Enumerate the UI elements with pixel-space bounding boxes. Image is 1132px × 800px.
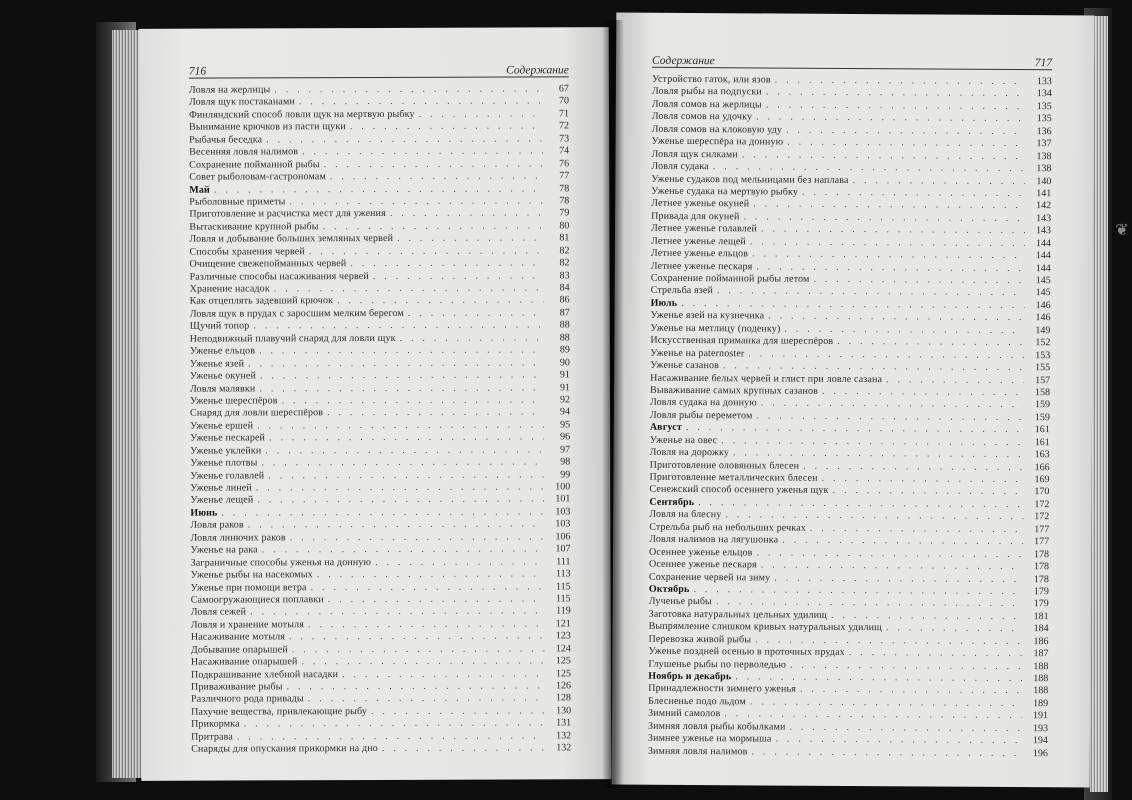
- toc-entry-page: 115: [555, 580, 571, 592]
- toc-entry-title: Уженье лещей: [190, 494, 254, 507]
- toc-entry-title: Ловля сежей: [190, 606, 247, 619]
- toc-entry-page: 82: [559, 257, 570, 269]
- toc-leader-dots: [297, 656, 544, 669]
- toc-entry-title: Насаживание опарышей: [190, 656, 298, 668]
- toc-entry-page: 188: [1033, 660, 1049, 672]
- toc-leader-dots: [253, 419, 544, 432]
- toc-entry-title: Октябрь: [648, 583, 690, 595]
- toc-entry-page: 161: [1034, 424, 1050, 436]
- toc-entry-title: Ловля судака: [651, 160, 709, 173]
- toc-entry-page: 178: [1033, 561, 1050, 573]
- toc-leader-dots: [324, 593, 545, 606]
- toc-entry-page: 126: [555, 680, 572, 692]
- toc-entry-title: Ловля судака на донную: [649, 397, 757, 409]
- toc-leader-dots: [845, 647, 1023, 661]
- toc-entry-page: 67: [558, 83, 569, 95]
- toc-entry-page: 186: [1033, 635, 1049, 647]
- toc-entry-title: Уженье сазанов: [650, 359, 720, 372]
- toc-entry-page: 145: [1035, 287, 1051, 299]
- toc-entry-title: Уженье линей: [190, 482, 252, 494]
- toc-leader-dots: [305, 245, 544, 258]
- toc-leader-dots: [256, 369, 544, 382]
- toc-entry-title: Искусственная приманка для шереспёров: [650, 334, 834, 348]
- toc-leader-dots: [261, 444, 544, 457]
- toc-leader-dots: [304, 693, 545, 706]
- toc-entry-page: 145: [1035, 275, 1051, 287]
- toc-entry-title: Ноябрь и декабрь: [648, 670, 732, 683]
- toc-leader-dots: [255, 382, 544, 395]
- toc-entry-page: 91: [559, 381, 570, 393]
- toc-entry-title: Притрава: [191, 731, 233, 743]
- toc-entry-page: 144: [1035, 237, 1051, 249]
- toc-entry-title: Насаживание белых червей и глист при ловле сазана: [650, 372, 883, 385]
- toc-entry-page: 73: [559, 133, 570, 145]
- left-page-header: [189, 60, 569, 78]
- toc-entry-title: Вытаскивание крупной рыбы: [189, 221, 319, 233]
- toc-entry-page: 159: [1034, 399, 1051, 411]
- toc-entry-title: Прикормка: [191, 718, 240, 730]
- toc-entry-page: 153: [1035, 349, 1051, 361]
- toc-entry-title: Зимняя ловля рыбы кобылками: [647, 720, 786, 733]
- toc-leader-dots: [210, 183, 543, 197]
- toc-leader-dots: [378, 743, 545, 756]
- toc-entry-page: 80: [559, 220, 570, 232]
- toc-leader-dots: [307, 581, 545, 594]
- toc-entry-title: Ловля и хранение мотыля: [190, 619, 305, 631]
- toc-entry-page: 91: [559, 369, 570, 381]
- toc-entry-page: 107: [555, 543, 571, 555]
- toc-entry-page: 144: [1035, 262, 1051, 274]
- toc-entry-title: Ловля щук постаканами: [188, 96, 295, 109]
- toc-entry-page: 161: [1034, 436, 1050, 448]
- toc-entry-page: 194: [1032, 735, 1048, 747]
- toc-entry-page: 124: [555, 643, 571, 655]
- toc-leader-dots: [253, 494, 544, 507]
- toc-entry-page: 89: [559, 344, 570, 356]
- toc-entry-page: 96: [560, 431, 571, 443]
- toc-entry-page: 113: [555, 568, 571, 580]
- toc-entry-page: 125: [555, 667, 571, 679]
- toc-entry-page: 95: [560, 419, 571, 431]
- toc-entry-title: Уженье окуней: [189, 370, 256, 382]
- toc-entry-title: Уженье рыбы на насекомых: [190, 569, 313, 581]
- toc-entry-page: 188: [1033, 685, 1049, 697]
- toc-entry-page: 101: [555, 493, 571, 505]
- toc-entry-title: Принадлежности зимнего уженья: [648, 683, 797, 696]
- toc-entry-title: Различные способы насаживания червей: [189, 270, 369, 283]
- toc-leader-dots: [246, 606, 545, 619]
- toc-leader-dots: [747, 746, 1021, 760]
- toc-entry-page: 169: [1034, 474, 1050, 486]
- toc-entry-title: Осеннее уженье ельцов: [649, 546, 753, 559]
- toc-entry-page: 146: [1035, 312, 1051, 324]
- toc-entry-title: Сохранение пойманной рыбы: [189, 158, 320, 171]
- toc-entry-title: Ловля щук силками: [651, 148, 738, 160]
- toc-entry-page: 137: [1036, 138, 1052, 150]
- toc-entry-title: Устройство гаток, или язов: [651, 73, 771, 86]
- toc-entry-page: 177: [1034, 536, 1050, 548]
- toc-entry-page: 86: [559, 294, 570, 306]
- toc-leader-dots: [265, 432, 544, 445]
- toc-entry-title: Самоогружающиеся поплавки: [190, 594, 324, 606]
- toc-leader-dots: [346, 258, 543, 271]
- toc-leader-dots: [255, 345, 544, 358]
- toc-leader-dots: [326, 170, 543, 183]
- toc-entry-title: Как отцеплять задевший крючок: [189, 295, 334, 308]
- toc-leader-dots: [278, 394, 544, 407]
- toc-leader-dots: [304, 618, 545, 631]
- toc-entry-page: 143: [1036, 212, 1052, 225]
- toc-entry-page: 132: [556, 730, 572, 742]
- left-page-number: 716: [188, 65, 207, 78]
- toc-entry-page: 181: [1033, 610, 1049, 623]
- toc-entry-page: 177: [1034, 523, 1050, 535]
- toc-leader-dots: [415, 108, 543, 121]
- toc-entry-title: Уженье на paternoster: [650, 347, 745, 359]
- toc-entry-title: Ловля налимов на лягушонка: [649, 533, 779, 546]
- toc-leader-dots: [829, 485, 1024, 499]
- toc-entry-title: Заготовка натуральных цельных удилищ: [648, 608, 828, 621]
- toc-entry-title: Уженье при помощи ветра: [190, 581, 307, 594]
- toc-entry-page: 88: [559, 319, 570, 331]
- toc-entry-page: 92: [559, 394, 571, 406]
- toc-entry-title: Весенняя ловля налимов: [189, 146, 299, 158]
- toc-entry-page: 141: [1036, 188, 1052, 200]
- toc-entry-page: 158: [1035, 387, 1051, 399]
- toc-entry-title: Очищение свежепойманных червей: [189, 258, 347, 270]
- toc-entry-page: 187: [1033, 648, 1049, 660]
- toc-leader-dots: [393, 233, 543, 246]
- toc-entry-page: 159: [1034, 411, 1050, 424]
- toc-leader-dots: [270, 282, 544, 295]
- toc-entry-title: Уженье голавлей: [190, 469, 265, 482]
- toc-entry-title: Перевозка живой рыбы: [648, 633, 752, 646]
- toc-entry-title: Июль: [650, 297, 678, 309]
- toc-entry-title: Уженье ершей: [190, 420, 254, 432]
- toc-leader-dots: [396, 332, 544, 345]
- toc-entry-page: 189: [1033, 697, 1049, 710]
- toc-entry-page: 184: [1033, 623, 1049, 635]
- toc-entry-page: 196: [1032, 747, 1048, 759]
- toc-entry-page: 74: [559, 145, 570, 157]
- toc-entry-title: Приготовление металлических блесен: [649, 471, 818, 484]
- toc-entry-title: Уженье судака на мертвую рыбку: [651, 185, 799, 198]
- toc-entry-page: 111: [556, 555, 571, 567]
- toc-entry-title: Зимний самолов: [648, 708, 721, 720]
- toc-entry-title: Уженье на овес: [649, 434, 718, 446]
- toc-entry-title: Пахучие вещества, привлекающие рыбу: [191, 705, 368, 718]
- toc-leader-dots: [240, 718, 545, 732]
- toc-entry-title: Уженье язей на кузнечика: [650, 310, 765, 322]
- right-page: [612, 13, 1095, 788]
- toc-entry-title: Ловля линючих раков: [190, 532, 286, 544]
- toc-entry-page: 88: [559, 332, 570, 344]
- toc-leader-dots: [285, 195, 543, 208]
- toc-leader-dots: [333, 295, 544, 308]
- toc-leader-dots: [849, 174, 1026, 188]
- toc-entry-title: Добывание опарышей: [190, 643, 288, 656]
- toc-entry-page: 123: [555, 630, 571, 642]
- toc-entry-page: 76: [559, 157, 570, 169]
- toc-entry-title: Уженье язей: [189, 358, 245, 370]
- toc-leader-dots: [367, 705, 545, 718]
- toc-leader-dots: [827, 610, 1023, 624]
- toc-entry-title: Выпрямление слишком кривых натуральных удилищ: [648, 621, 883, 634]
- toc-entry-title: Снаряды для опускания прикормки на дно: [191, 743, 378, 755]
- toc-entry-title: Глушенье рыбы по перволедью: [648, 658, 787, 671]
- right-toc-list: [648, 74, 1052, 760]
- toc-entry-title: Ловля на дорожку: [649, 446, 730, 459]
- toc-entry-title: Осеннее уженье пескаря: [648, 558, 757, 571]
- toc-entry-title: Май: [189, 184, 210, 196]
- toc-entry-title: Уженье шереспёра на донную: [651, 135, 784, 148]
- toc-entry-title: Сохранение пойманной рыбы летом: [650, 272, 810, 285]
- toc-entry-page: 72: [559, 120, 570, 132]
- toc-entry-page: 144: [1035, 250, 1051, 262]
- toc-entry-title: Уженье шереспёров: [189, 395, 278, 407]
- toc-entry-page: 146: [1035, 299, 1051, 312]
- toc-entry-page: 155: [1035, 362, 1051, 374]
- toc-entry-page: 140: [1036, 175, 1052, 187]
- toc-entry-page: 133: [1036, 76, 1052, 88]
- toc-entry-title: Ловля на жерлицы: [188, 84, 271, 96]
- toc-entry-title: Уженье уклейки: [190, 445, 262, 457]
- page-edges-left: [112, 30, 142, 778]
- toc-entry-title: Неподвижный плавучий снаряд для ловли щук: [189, 332, 396, 345]
- cover-ornament-icon: ❦: [1115, 222, 1129, 239]
- toc-leader-dots: [320, 158, 544, 171]
- toc-leader-dots: [262, 133, 543, 146]
- toc-entry-title: Уженье пескарей: [190, 432, 266, 444]
- toc-leader-dots: [288, 643, 545, 656]
- toc-entry-title: Совет рыболовам-гастрономам: [189, 171, 326, 183]
- toc-entry-title: Лученье рыбы: [648, 596, 712, 608]
- toc-entry-page: 138: [1036, 150, 1052, 162]
- toc-entry-title: Июнь: [190, 507, 218, 519]
- toc-entry-title: Август: [649, 422, 682, 434]
- toc-entry-title: Приваживание рыбы: [190, 681, 283, 693]
- toc-entry-page: 191: [1033, 710, 1049, 722]
- toc-entry-title: Ловля раков: [190, 519, 244, 531]
- toc-entry-page: 103: [555, 506, 571, 518]
- toc-entry-title: Летнее уженье голавлей: [651, 223, 758, 235]
- toc-entry-page: 83: [559, 269, 570, 281]
- toc-entry-page: 142: [1036, 200, 1052, 212]
- toc-entry-title: Щучий топор: [189, 320, 250, 332]
- toc-leader-dots: [323, 407, 544, 420]
- toc-entry-page: 78: [559, 182, 570, 194]
- toc-leader-dots: [252, 481, 544, 494]
- toc-entry-title: Уженье судаков под мельницами без наплава: [651, 173, 849, 186]
- toc-leader-dots: [369, 270, 544, 283]
- toc-entry-title: Привада для окуней: [651, 210, 740, 223]
- toc-entry-title: Приготовление и расчистка мест для ужения: [189, 208, 386, 221]
- toc-entry-title: Хранение насадок: [189, 283, 270, 295]
- toc-entry-page: 130: [556, 705, 572, 717]
- toc-leader-dots: [249, 320, 543, 333]
- toc-entry-title: Блесненье подо льдом: [648, 695, 746, 708]
- toc-entry-title: Ловля малявки: [189, 382, 256, 395]
- toc-entry-title: Вынимание крючков из пасти щуки: [189, 121, 346, 133]
- book-gutter: [602, 20, 624, 788]
- toc-entry-title: Уженье ельцов: [189, 345, 256, 357]
- toc-entry-title: Приготовление оловянных блесен: [649, 459, 800, 472]
- toc-entry-title: Финляндский способ ловли щук на мертвую рыбку: [188, 108, 415, 121]
- toc-leader-dots: [285, 631, 545, 644]
- toc-entry-page: 136: [1036, 125, 1052, 137]
- toc-entry-page: 77: [559, 170, 570, 182]
- toc-leader-dots: [233, 730, 545, 744]
- toc-entry-title: Зимняя ловля налимов: [647, 745, 748, 757]
- toc-entry-title: Ловля и добывание больших земляных червей: [189, 233, 394, 245]
- toc-entry-title: Рыбачья беседка: [189, 134, 263, 146]
- toc-leader-dots: [833, 336, 1024, 350]
- toc-entry-title: Сохранение червей на зиму: [648, 571, 771, 583]
- toc-entry-page: 132: [556, 742, 572, 754]
- toc-entry-page: 87: [559, 307, 570, 319]
- toc-entry-page: 81: [559, 232, 570, 244]
- toc-entry-title: Ловля рыбы на подпуски: [651, 86, 762, 98]
- toc-leader-dots: [295, 96, 543, 109]
- toc-leader-dots: [404, 307, 544, 320]
- toc-leader-dots: [244, 519, 545, 533]
- toc-leader-dots: [313, 568, 545, 581]
- toc-entry-title: Уженье плотвы: [190, 457, 258, 469]
- toc-entry-title: Летнее уженье ельцов: [650, 247, 749, 260]
- toc-entry-title: Подкрашивание хлебной насадки: [190, 668, 339, 681]
- toc-entry-page: 71: [558, 108, 570, 120]
- toc-entry-title: Уженье на рака: [190, 544, 258, 556]
- left-page: [139, 27, 612, 781]
- toc-entry-title: Сенежский способ осеннего уженья щук: [649, 484, 829, 497]
- toc-entry-page: 170: [1034, 486, 1050, 498]
- toc-entry-page: 157: [1035, 374, 1051, 386]
- toc-leader-dots: [258, 544, 545, 557]
- toc-entry-title: Различного рода привады: [191, 693, 304, 706]
- toc-entry-title: Стрельба рыб на небольших речках: [649, 521, 806, 534]
- toc-leader-dots: [264, 469, 544, 482]
- toc-entry-title: Заграничные способы уженья на донную: [190, 556, 372, 569]
- toc-leader-dots: [286, 531, 545, 544]
- toc-entry-page: 98: [560, 456, 571, 468]
- toc-leader-dots: [244, 357, 544, 370]
- toc-entry-page: 178: [1033, 573, 1049, 585]
- toc-entry-page: 135: [1036, 113, 1052, 125]
- toc-entry-title: Летнее уженье пескаря: [650, 260, 753, 272]
- toc-entry: [648, 745, 1048, 760]
- toc-entry-page: 135: [1036, 100, 1052, 113]
- toc-entry-page: 131: [556, 717, 572, 729]
- left-section-title: Содержание: [506, 64, 569, 77]
- toc-entry-page: 172: [1034, 511, 1050, 523]
- toc-entry-page: 82: [559, 245, 570, 257]
- toc-entry-page: 178: [1034, 548, 1050, 560]
- toc-entry-title: Зимнее уженье на мормыша: [647, 732, 772, 745]
- toc-entry-page: 128: [556, 692, 572, 704]
- toc-entry-page: 94: [560, 406, 571, 418]
- toc-entry-title: Способы хранения червей: [189, 245, 305, 258]
- toc-entry-page: 79: [559, 207, 570, 219]
- toc-entry-page: 166: [1034, 461, 1050, 473]
- toc-leader-dots: [371, 556, 544, 569]
- toc-entry-page: 149: [1035, 324, 1051, 336]
- toc-entry-title: Ловля рыбы переметом: [649, 409, 753, 422]
- toc-entry-page: 90: [559, 356, 570, 368]
- toc-leader-dots: [270, 83, 543, 96]
- toc-entry-page: 106: [555, 531, 571, 543]
- toc-entry-title: Сентябрь: [649, 496, 695, 508]
- toc-entry-title: Вываживание самых крупных сазанов: [650, 384, 819, 397]
- toc-entry: [191, 743, 571, 757]
- toc-entry-page: 188: [1033, 673, 1049, 685]
- left-toc-list: [189, 83, 571, 756]
- toc-entry-page: 152: [1035, 337, 1051, 349]
- toc-entry-title: Ловля на блесну: [649, 509, 722, 521]
- toc-entry-title: Ловля сомов на клоковую уду: [651, 123, 783, 136]
- toc-leader-dots: [882, 622, 1023, 635]
- toc-entry-page: 97: [560, 444, 571, 456]
- toc-leader-dots: [298, 146, 543, 159]
- toc-entry-title: Ловля щук в прудах с заросшим мелким берегом: [189, 307, 404, 320]
- toc-entry-page: 125: [555, 655, 571, 667]
- right-page-header: [652, 51, 1052, 70]
- toc-leader-dots: [346, 121, 543, 134]
- toc-entry-page: 121: [555, 618, 571, 630]
- toc-leader-dots: [283, 680, 545, 693]
- toc-leader-dots: [882, 374, 1024, 387]
- toc-entry-page: 99: [560, 468, 571, 480]
- right-page-number: 717: [1034, 57, 1053, 70]
- toc-entry-page: 143: [1036, 225, 1052, 237]
- toc-entry-title: Стрельба язей: [650, 285, 714, 297]
- toc-entry-page: 163: [1034, 449, 1050, 461]
- toc-entry-title: Рыболовные приметы: [189, 196, 286, 208]
- toc-entry-title: Летнее уженье лещей: [650, 235, 746, 248]
- toc-entry-page: 172: [1034, 498, 1050, 511]
- toc-entry-page: 134: [1036, 88, 1052, 100]
- toc-entry-title: Уженье на метлицу (поденку): [650, 322, 781, 335]
- toc-entry-page: 78: [559, 195, 570, 207]
- toc-entry-page: 84: [559, 282, 570, 294]
- toc-entry-page: 193: [1032, 722, 1049, 734]
- right-section-title: Содержание: [652, 54, 715, 68]
- toc-entry-title: Снаряд для ловли шереспёров: [190, 407, 324, 420]
- toc-entry-page: 179: [1033, 586, 1049, 598]
- toc-leader-dots: [217, 506, 544, 520]
- toc-entry-title: Летнее уженье окуней: [651, 198, 750, 210]
- toc-entry-page: 70: [558, 95, 569, 107]
- toc-leader-dots: [319, 220, 544, 233]
- toc-entry-title: Ловля сомов на удочку: [651, 111, 753, 123]
- toc-entry-page: 119: [556, 605, 571, 617]
- toc-entry-page: 179: [1033, 598, 1049, 610]
- toc-entry-title: Уженье поздней осенью в проточных прудах: [648, 645, 845, 659]
- toc-entry-title: Ловля сомов на жерлицы: [651, 98, 762, 111]
- toc-leader-dots: [386, 208, 543, 221]
- toc-leader-dots: [338, 668, 545, 681]
- toc-entry-page: 138: [1036, 163, 1052, 175]
- toc-entry-page: 100: [555, 481, 571, 493]
- toc-entry-page: 115: [556, 593, 571, 605]
- toc-leader-dots: [257, 457, 544, 470]
- toc-entry-title: Насаживание мотыля: [190, 631, 286, 643]
- toc-entry-page: 103: [555, 518, 571, 530]
